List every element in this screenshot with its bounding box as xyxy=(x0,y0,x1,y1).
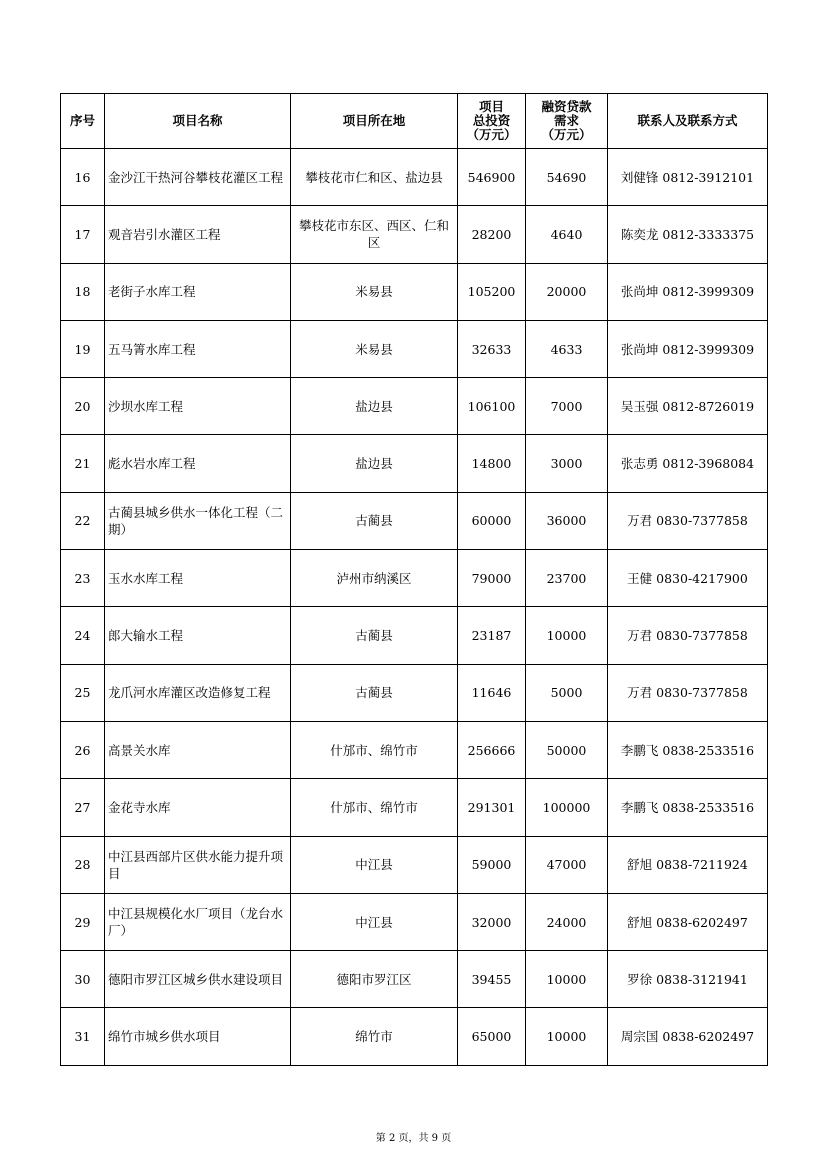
project-table xyxy=(60,93,768,1066)
table-row xyxy=(61,320,768,377)
table-row xyxy=(61,951,768,1008)
cell-loan-demand: 7000 xyxy=(526,378,608,435)
cell-total-investment: 32000 xyxy=(458,893,526,950)
cell-project-name: 古蔺县城乡供水一体化工程（二期） xyxy=(105,492,291,549)
cell-num: 28 xyxy=(61,836,105,893)
cell-total-investment: 32633 xyxy=(458,320,526,377)
cell-loan-demand: 54690 xyxy=(526,149,608,206)
cell-total-investment: 79000 xyxy=(458,550,526,607)
cell-contact: 李鹏飞 0838-2533516 xyxy=(608,721,768,778)
cell-contact: 万君 0830-7377858 xyxy=(608,664,768,721)
cell-contact: 张尚坤 0812-3999309 xyxy=(608,320,768,377)
header-investment xyxy=(458,94,526,149)
cell-num: 16 xyxy=(61,149,105,206)
cell-location: 什邡市、绵竹市 xyxy=(291,721,458,778)
cell-contact: 李鹏飞 0838-2533516 xyxy=(608,779,768,836)
cell-loan-demand: 5000 xyxy=(526,664,608,721)
cell-num: 30 xyxy=(61,951,105,1008)
cell-total-investment: 14800 xyxy=(458,435,526,492)
cell-location: 中江县 xyxy=(291,893,458,950)
table-row xyxy=(61,206,768,263)
cell-location: 米易县 xyxy=(291,263,458,320)
table-body xyxy=(61,149,768,1066)
cell-total-investment: 39455 xyxy=(458,951,526,1008)
cell-location: 米易县 xyxy=(291,320,458,377)
cell-location: 中江县 xyxy=(291,836,458,893)
cell-loan-demand: 10000 xyxy=(526,951,608,1008)
table-row xyxy=(61,1008,768,1065)
cell-contact: 王健 0830-4217900 xyxy=(608,550,768,607)
header-loan-line: 融资贷款 xyxy=(541,99,592,114)
cell-loan-demand: 10000 xyxy=(526,607,608,664)
table-row xyxy=(61,779,768,836)
header-loan xyxy=(526,94,608,149)
cell-num: 20 xyxy=(61,378,105,435)
header-num: 序号 xyxy=(61,94,105,149)
table-row xyxy=(61,263,768,320)
header-loan-line: 需求 xyxy=(553,113,579,128)
cell-num: 25 xyxy=(61,664,105,721)
cell-location: 古蔺县 xyxy=(291,492,458,549)
cell-total-investment: 59000 xyxy=(458,836,526,893)
cell-contact: 万君 0830-7377858 xyxy=(608,492,768,549)
table-row xyxy=(61,435,768,492)
cell-total-investment: 65000 xyxy=(458,1008,526,1065)
cell-contact: 张志勇 0812-3968084 xyxy=(608,435,768,492)
cell-project-name: 玉水水库工程 xyxy=(105,550,291,607)
cell-project-name: 老街子水库工程 xyxy=(105,263,291,320)
cell-location: 盐边县 xyxy=(291,435,458,492)
cell-loan-demand: 3000 xyxy=(526,435,608,492)
cell-location: 绵竹市 xyxy=(291,1008,458,1065)
cell-total-investment: 546900 xyxy=(458,149,526,206)
table-row xyxy=(61,836,768,893)
cell-num: 27 xyxy=(61,779,105,836)
cell-total-investment: 256666 xyxy=(458,721,526,778)
cell-location: 古蔺县 xyxy=(291,664,458,721)
header-investment-line: （万元） xyxy=(466,127,517,142)
cell-num: 21 xyxy=(61,435,105,492)
cell-contact: 张尚坤 0812-3999309 xyxy=(608,263,768,320)
cell-project-name: 彪水岩水库工程 xyxy=(105,435,291,492)
cell-num: 23 xyxy=(61,550,105,607)
table-row xyxy=(61,149,768,206)
cell-location: 什邡市、绵竹市 xyxy=(291,779,458,836)
cell-location: 攀枝花市东区、西区、仁和区 xyxy=(291,206,458,263)
cell-loan-demand: 24000 xyxy=(526,893,608,950)
cell-project-name: 金沙江干热河谷攀枝花灌区工程 xyxy=(105,149,291,206)
cell-contact: 舒旭 0838-6202497 xyxy=(608,893,768,950)
table-row xyxy=(61,893,768,950)
cell-contact: 万君 0830-7377858 xyxy=(608,607,768,664)
cell-location: 古蔺县 xyxy=(291,607,458,664)
cell-location: 泸州市纳溪区 xyxy=(291,550,458,607)
page-footer: 第 2 页，共 9 页 xyxy=(375,1133,452,1144)
cell-project-name: 龙爪河水库灌区改造修复工程 xyxy=(105,664,291,721)
cell-contact: 刘健锋 0812-3912101 xyxy=(608,149,768,206)
cell-loan-demand: 100000 xyxy=(526,779,608,836)
table-row xyxy=(61,492,768,549)
cell-contact: 陈奕龙 0812-3333375 xyxy=(608,206,768,263)
cell-project-name: 观音岩引水灌区工程 xyxy=(105,206,291,263)
cell-project-name: 中江县西部片区供水能力提升项目 xyxy=(105,836,291,893)
cell-project-name: 郎大输水工程 xyxy=(105,607,291,664)
cell-contact: 罗徐 0838-3121941 xyxy=(608,951,768,1008)
cell-num: 19 xyxy=(61,320,105,377)
cell-project-name: 德阳市罗江区城乡供水建设项目 xyxy=(105,951,291,1008)
cell-loan-demand: 20000 xyxy=(526,263,608,320)
cell-num: 31 xyxy=(61,1008,105,1065)
cell-contact: 吴玉强 0812-8726019 xyxy=(608,378,768,435)
cell-num: 29 xyxy=(61,893,105,950)
cell-project-name: 高景关水库 xyxy=(105,721,291,778)
cell-loan-demand: 47000 xyxy=(526,836,608,893)
cell-project-name: 五马箐水库工程 xyxy=(105,320,291,377)
header-name: 项目名称 xyxy=(105,94,291,149)
cell-loan-demand: 23700 xyxy=(526,550,608,607)
cell-location: 盐边县 xyxy=(291,378,458,435)
header-investment-line: 项目 xyxy=(478,99,504,114)
cell-num: 26 xyxy=(61,721,105,778)
header-row xyxy=(61,94,768,149)
cell-project-name: 金花寺水库 xyxy=(105,779,291,836)
cell-loan-demand: 10000 xyxy=(526,1008,608,1065)
cell-contact: 舒旭 0838-7211924 xyxy=(608,836,768,893)
cell-total-investment: 11646 xyxy=(458,664,526,721)
cell-project-name: 中江县规模化水厂项目（龙台水厂） xyxy=(105,893,291,950)
cell-loan-demand: 4640 xyxy=(526,206,608,263)
header-contact: 联系人及联系方式 xyxy=(608,94,768,149)
header-location: 项目所在地 xyxy=(291,94,458,149)
cell-num: 18 xyxy=(61,263,105,320)
cell-project-name: 绵竹市城乡供水项目 xyxy=(105,1008,291,1065)
cell-total-investment: 106100 xyxy=(458,378,526,435)
cell-num: 24 xyxy=(61,607,105,664)
table-row xyxy=(61,550,768,607)
cell-total-investment: 105200 xyxy=(458,263,526,320)
table-row xyxy=(61,378,768,435)
cell-location: 攀枝花市仁和区、盐边县 xyxy=(291,149,458,206)
cell-project-name: 沙坝水库工程 xyxy=(105,378,291,435)
table-row xyxy=(61,607,768,664)
cell-total-investment: 28200 xyxy=(458,206,526,263)
cell-num: 17 xyxy=(61,206,105,263)
header-loan-line: （万元） xyxy=(541,127,592,142)
table-header xyxy=(61,94,768,149)
header-investment-line: 总投资 xyxy=(472,113,511,128)
cell-total-investment: 23187 xyxy=(458,607,526,664)
cell-loan-demand: 36000 xyxy=(526,492,608,549)
cell-total-investment: 291301 xyxy=(458,779,526,836)
table-row xyxy=(61,664,768,721)
cell-total-investment: 60000 xyxy=(458,492,526,549)
cell-contact: 周宗国 0838-6202497 xyxy=(608,1008,768,1065)
cell-location: 德阳市罗江区 xyxy=(291,951,458,1008)
cell-num: 22 xyxy=(61,492,105,549)
cell-loan-demand: 50000 xyxy=(526,721,608,778)
cell-loan-demand: 4633 xyxy=(526,320,608,377)
table-row xyxy=(61,721,768,778)
